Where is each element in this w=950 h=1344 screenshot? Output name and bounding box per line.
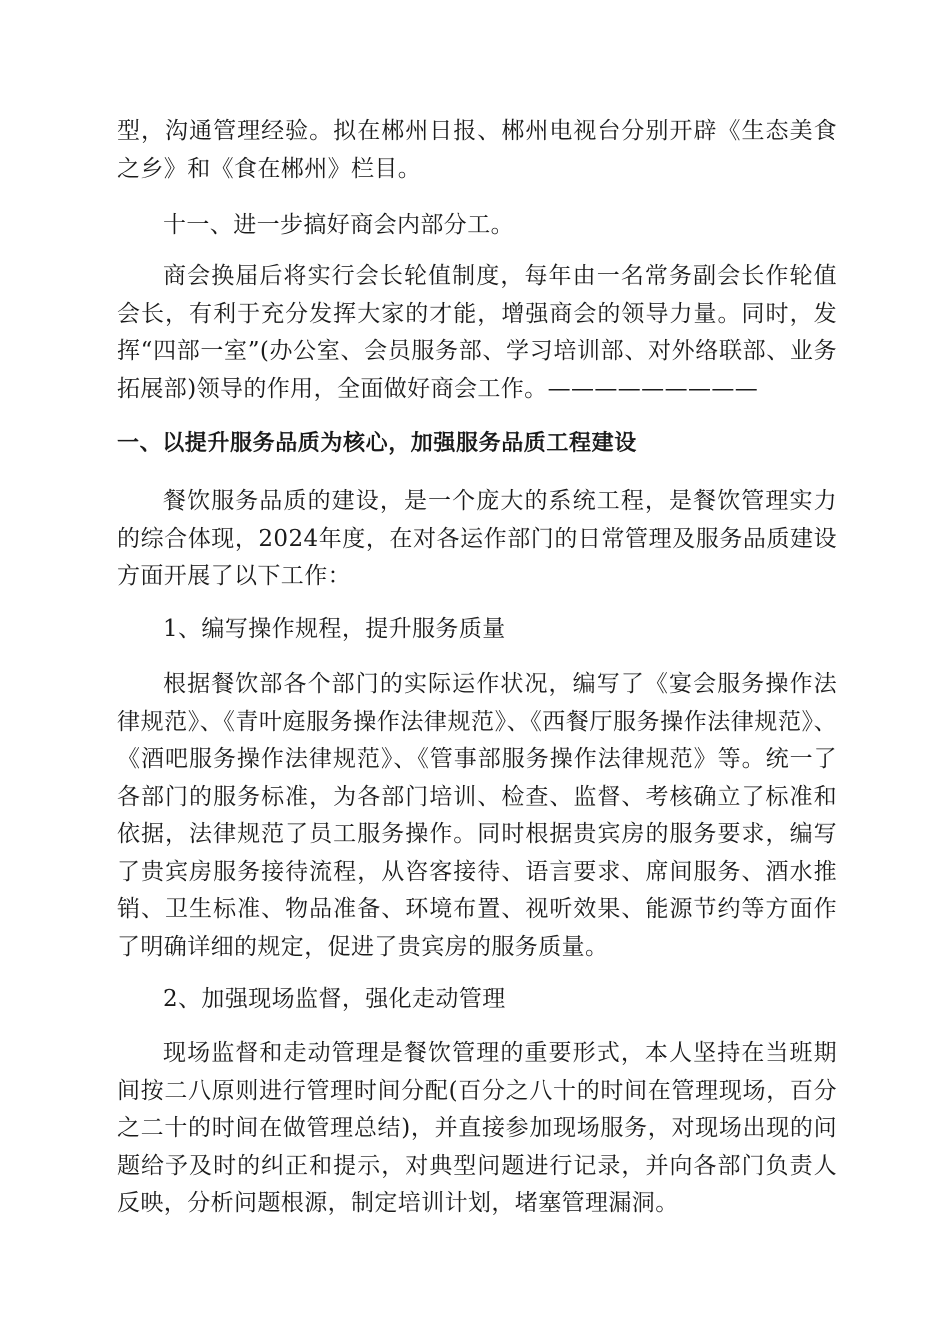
paragraph-continuation: 型，沟通管理经验。拟在郴州日报、郴州电视台分别开辟《生态美食之乡》和《食在郴州》栏目。 — [117, 118, 837, 182]
subheading-operation-procedures: 1、编写操作规程，提升服务质量 — [163, 616, 506, 642]
paragraph-operation-procedures: 根据餐饮部各个部门的实际运作状况，编写了《宴会服务操作法律规范》、《青叶庭服务操作法律规范》、《西餐厅服务操作法律规范》、《酒吧服务操作法律规范》、《管事部服务操作法律规范》等。统一了各部门的服务标准，为各部门培训、检查、监督、考核确立了标准和依据，法律规范了员工服务操作。同时根据贵宾房的服务要求，编写了贵宾房服务接待流程，从咨客接待、语言要求、席间服务、酒水推销、卫生标准、物品准备、环境布置、视听效果、能源节约等方面作了明确详细的规定，促进了贵宾房的服务质量。 — [117, 671, 837, 960]
paragraph-service-quality-intro: 餐饮服务品质的建设，是一个庞大的系统工程，是餐饮管理实力的综合体现，2024年度，在对各运作部门的日常管理及服务品质建设方面开展了以下工作： — [117, 488, 837, 589]
subheading-onsite-supervision: 2、加强现场监督，强化走动管理 — [163, 986, 506, 1012]
paragraph-onsite-supervision: 现场监督和走动管理是餐饮管理的重要形式，本人坚持在当班期间按二八原则进行管理时间分配(百分之八十的时间在管理现场，百分之二十的时间在做管理总结)，并直接参加现场服务，对现场出现的问题给予及时的纠正和提示，对典型问题进行记录，并向各部门负责人反映，分析问题根源，制定培训计划，堵塞管理漏洞。 — [117, 1040, 837, 1216]
section-eleven-title: 十一、进一步搞好商会内部分工。 — [163, 212, 514, 238]
section-heading-service-quality: 一、以提升服务品质为核心，加强服务品质工程建设 — [117, 431, 637, 456]
paragraph-chamber-rotation: 商会换届后将实行会长轮值制度，每年由一名常务副会长作轮值会长，有利于充分发挥大家的才能，增强商会的领导力量。同时，发挥“四部一室”(办公室、会员服务部、学习培训部、对外络联部、业务拓展部)领导的作用，全面做好商会工作。————————— — [117, 263, 837, 402]
